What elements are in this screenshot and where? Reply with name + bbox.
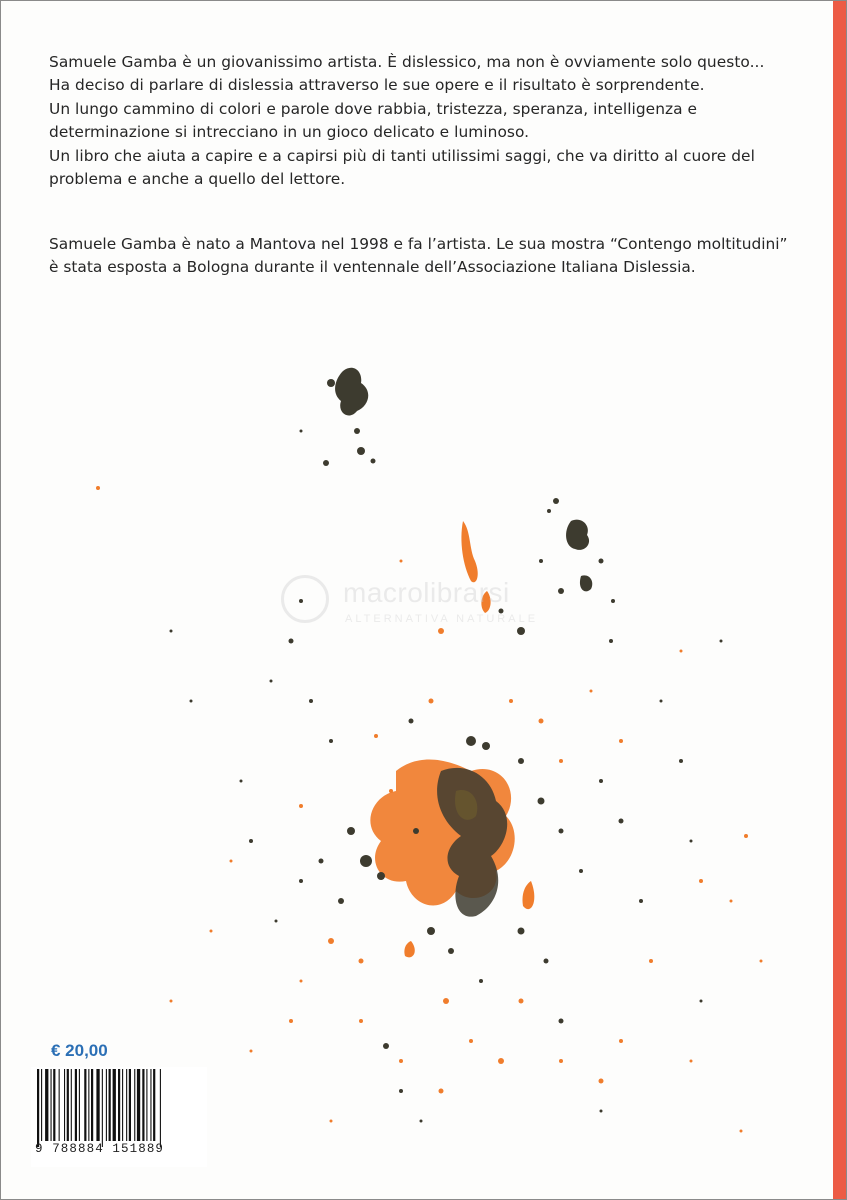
back-cover-blurb	[49, 51, 819, 191]
blurb-line: problema e anche a quello del lettore.	[49, 170, 346, 189]
barcode-bar	[41, 1069, 42, 1141]
barcode-bar	[84, 1069, 86, 1141]
watermark-name: macrolibrarsi	[343, 577, 510, 608]
barcode-bar	[75, 1069, 77, 1141]
barcode-bar	[146, 1069, 147, 1141]
barcode-bar	[53, 1069, 55, 1141]
bio-line: è stata esposta a Bologna durante il ventennale dell’Associazione Italiana Dislessia.	[49, 258, 696, 277]
barcode-bar	[59, 1069, 60, 1141]
barcode-bar	[79, 1069, 80, 1141]
barcode-bar	[67, 1069, 69, 1141]
barcode-bar	[51, 1069, 52, 1141]
barcode-bar	[142, 1069, 144, 1141]
barcode-bar	[150, 1069, 151, 1141]
barcode-bar	[45, 1069, 48, 1141]
barcode-bar	[102, 1069, 103, 1147]
barcode-bar	[88, 1069, 89, 1141]
barcode-bar	[118, 1069, 120, 1141]
barcode-bar	[71, 1069, 72, 1141]
barcode-bar	[109, 1069, 111, 1141]
barcode-bar	[106, 1069, 107, 1141]
barcode-bar	[126, 1069, 127, 1141]
barcode-bar	[91, 1069, 93, 1141]
blurb-line: Un lungo cammino di colori e parole dove rabbia, tristezza, speranza, intelligenza e	[49, 99, 698, 118]
barcode-bar	[137, 1069, 140, 1141]
bio-line: Samuele Gamba è nato a Mantova nel 1998 e fa l’artista. Le sua mostra “Contengo moltitudini”	[49, 235, 788, 253]
spine-edge	[833, 1, 846, 1199]
barcode-bar	[160, 1069, 161, 1147]
barcode-digits: 9 788884 151889	[35, 1142, 165, 1156]
barcode-bar	[96, 1069, 99, 1141]
barcode-bar	[37, 1069, 39, 1147]
watermark	[281, 571, 591, 641]
price-label: € 20,00	[51, 1041, 108, 1060]
blurb-line: Un libro che aiuta a capire e a capirsi più di tanti utilissimi saggi, che va diritto al cuore del	[49, 146, 755, 165]
blurb-line: Samuele Gamba è un giovanissimo artista. È dislessico, ma non è ovviamente solo questo...	[49, 53, 765, 71]
barcode-bar	[129, 1069, 131, 1141]
barcode-bar	[122, 1069, 123, 1141]
watermark-tagline: ALTERNATIVA NATURALE	[345, 613, 539, 625]
barcode-bar	[134, 1069, 135, 1141]
barcode-bar	[113, 1069, 116, 1141]
blurb-line: determinazione si intrecciano in un gioco delicato e luminoso.	[49, 123, 530, 142]
leaf-logo-icon	[281, 575, 329, 623]
author-bio	[49, 233, 819, 280]
blurb-line: Ha deciso di parlare di dislessia attraverso le sue opere e il risultato è sorprendente.	[49, 76, 705, 95]
barcode-bar	[64, 1069, 65, 1141]
barcode-bar	[153, 1069, 155, 1141]
